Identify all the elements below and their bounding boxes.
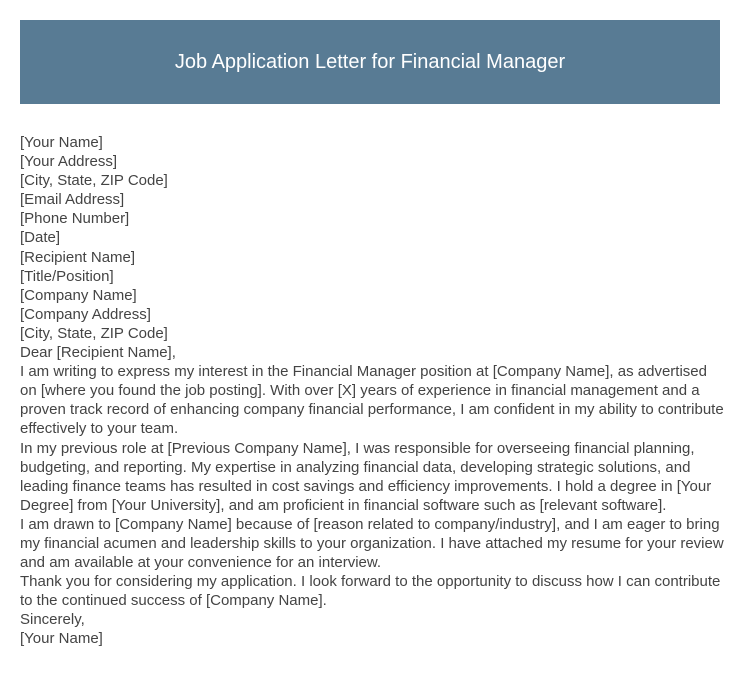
- sender-city-state-zip: [City, State, ZIP Code]: [20, 172, 168, 190]
- letter-body: [20, 133, 725, 649]
- sender-name: [Your Name]: [20, 134, 103, 151]
- sender-address: [Your Address]: [20, 153, 118, 171]
- recipient-city-state-zip: [City, State, ZIP Code]: [20, 324, 168, 342]
- recipient-company-address: [Company Address]: [20, 305, 151, 323]
- letter-date: [Date]: [20, 229, 61, 247]
- sender-phone: [Phone Number]: [20, 210, 130, 228]
- signature: [Your Name]: [20, 630, 103, 648]
- recipient-company: [Company Name]: [20, 286, 137, 304]
- recipient-name: [Recipient Name]: [20, 248, 136, 266]
- salutation: Dear [Recipient Name],: [20, 344, 176, 362]
- paragraph-motivation: I am drawn to [Company Name] because of [reason related to company/industry], and I am eager to bring my financial acumen and leadership skills to your organization. I have attached my resume for your review and am available at your convenience for an interview.: [20, 515, 724, 572]
- sender-email: [Email Address]: [20, 191, 125, 209]
- title-banner: [20, 20, 720, 104]
- recipient-title: [Title/Position]: [20, 267, 114, 285]
- closing: Sincerely,: [20, 611, 85, 629]
- paragraph-experience: In my previous role at [Previous Company Name], I was responsible for overseeing financial planning, budgeting, and reporting. My expertise in analyzing financial data, developing strategic solutions, and leading finance teams has resulted in cost savings and efficiency improvements. I hold a degree in [Your Degree] from [Your University], and am proficient in financial software such as [relevant software].: [20, 439, 712, 514]
- page-title: Job Application Letter for Financial Manager: [174, 50, 566, 73]
- paragraph-intro: I am writing to express my interest in the Financial Manager position at [Company Name], as advertised on [where you found the job posting]. With over [X] years of experience in financial management and a proven track record of enhancing company financial performance, I am confident in my ability to contribute effectively to your team.: [20, 363, 724, 438]
- paragraph-thanks: Thank you for considering my application. I look forward to the opportunity to discuss how I can contribute to the continued success of [Company Name].: [20, 573, 721, 610]
